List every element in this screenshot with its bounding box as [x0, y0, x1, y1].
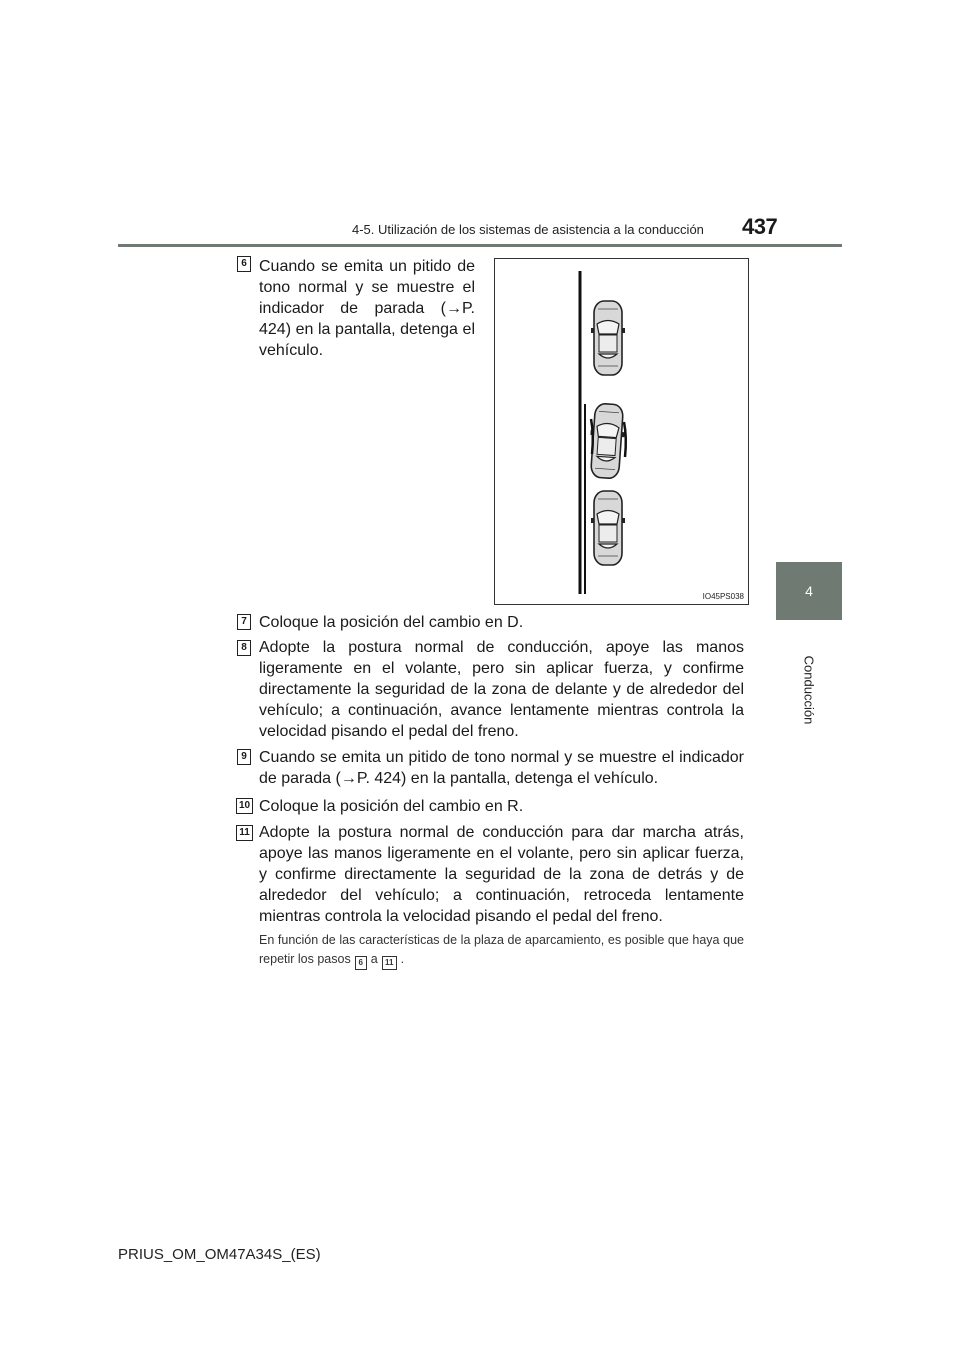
- step-6-text: Cuando se emita un pitido de tono normal y se muestre el indicador de parada (→P. 424) en la pantalla, detenga el vehículo.: [259, 258, 475, 359]
- parking-illustration: [494, 258, 749, 605]
- section-title: 4-5. Utilización de los sistemas de asistencia a la conducción: [352, 222, 704, 237]
- step-9-text: Cuando se emita un pitido de tono normal y se muestre el indicador de parada (→P. 424) en la pantalla, detenga el vehículo.: [259, 749, 744, 787]
- note-text-between: a: [370, 952, 378, 966]
- note-step-ref-11: 11: [382, 956, 397, 970]
- repeat-steps-note: [259, 931, 744, 970]
- chapter-number: 4: [805, 583, 813, 599]
- header-divider: [118, 244, 842, 247]
- note-text-after: .: [400, 952, 405, 966]
- chapter-label: Conducción: [801, 655, 817, 725]
- document-code: PRIUS_OM_OM47A34S_(ES): [118, 1246, 321, 1263]
- step-number-6: 6: [237, 256, 251, 272]
- figure-code: IO45PS038: [702, 592, 744, 601]
- step-number-7: 7: [237, 614, 251, 630]
- note-step-ref-6: 6: [355, 956, 367, 970]
- step-number-8: 8: [237, 640, 251, 656]
- step-11-text: Adopte la postura normal de conducción para dar marcha atrás, apoye las manos ligeramente en el volante, pero sin aplicar fuerza, y confirme directamente la seguridad de la zona de detrás y de alrededor del vehículo; a continuación, retroceda lentamente mientras controla la velocidad pisando el pedal del freno.: [259, 824, 744, 925]
- step-number-10: 10: [236, 798, 253, 814]
- page-number: 437: [742, 214, 778, 239]
- step-8-text: Adopte la postura normal de conducción, apoye las manos ligeramente en el volante, pero sin aplicar fuerza, y confirme directamente la seguridad de la zona de delante y de alrededor del vehículo; a continuación, avance lentamente mientras controla la velocidad pisando el pedal del freno.: [259, 639, 744, 740]
- step-number-11: 11: [236, 825, 253, 841]
- parked-car-front: [591, 301, 625, 375]
- step-7-text: Coloque la posición del cambio en D.: [259, 614, 524, 631]
- parked-car-rear: [591, 491, 625, 565]
- chapter-tab: [776, 562, 842, 620]
- note-text-before: En función de las características de la plaza de aparcamiento, es posible que haya que repetir los pasos: [259, 933, 744, 966]
- step-number-9: 9: [237, 749, 251, 765]
- step-10-text: Coloque la posición del cambio en R.: [259, 798, 524, 815]
- parking-diagram: [495, 259, 750, 606]
